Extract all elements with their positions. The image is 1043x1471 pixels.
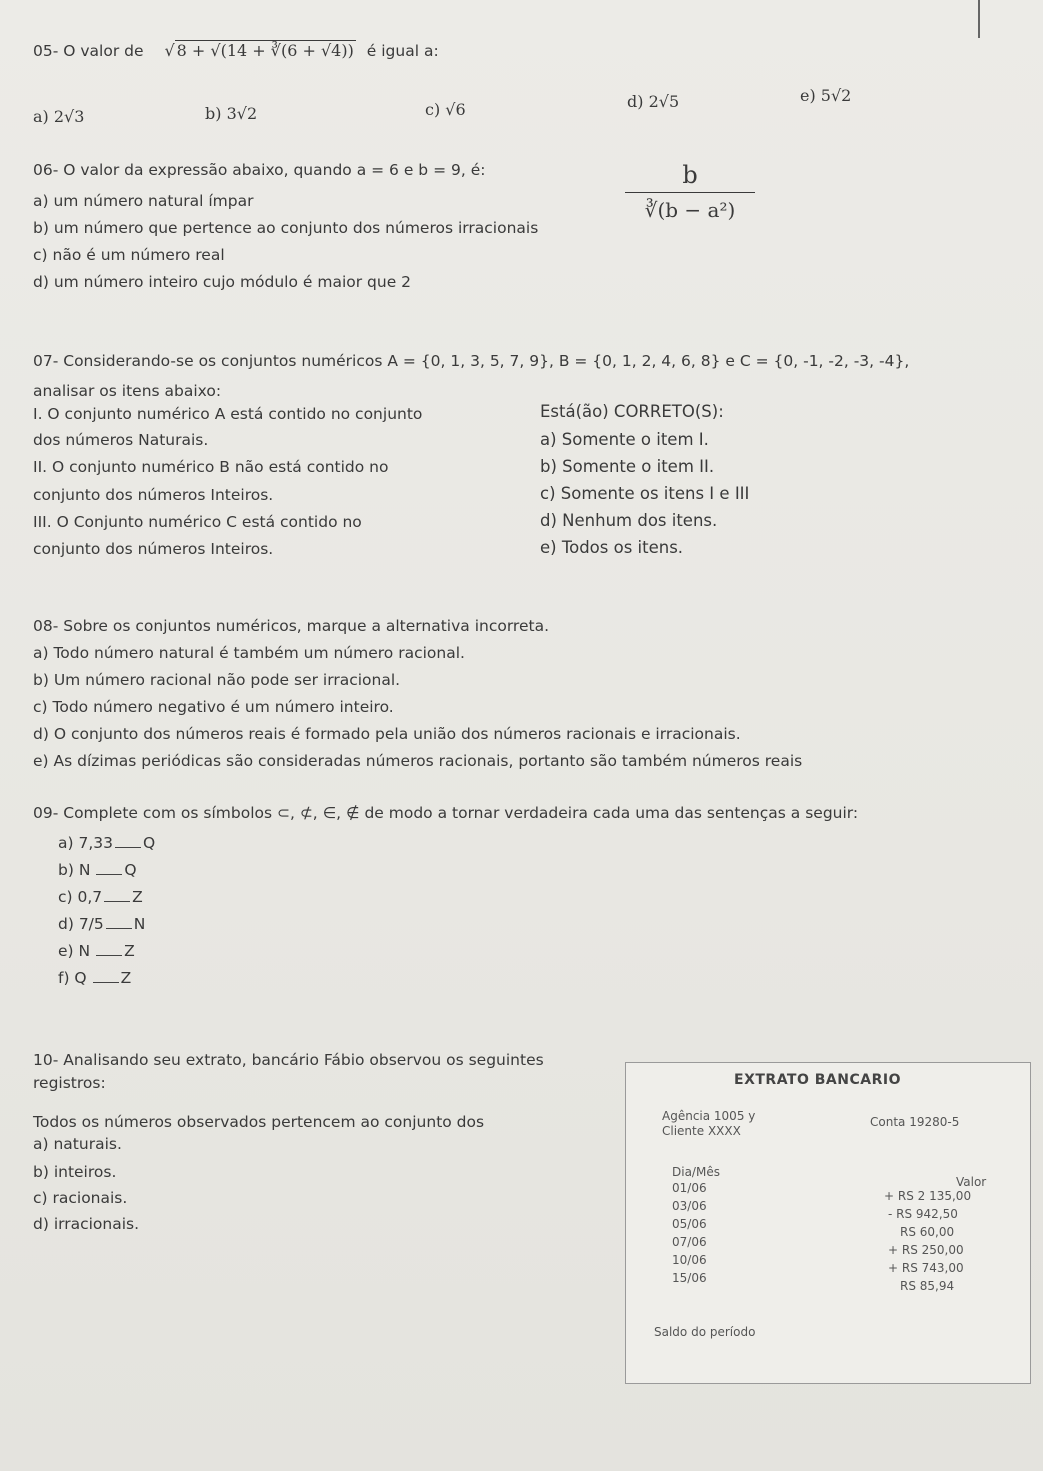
q07-option-d: d) Nenhum dos itens. (540, 511, 718, 530)
q07-option-a: a) Somente o item I. (540, 430, 709, 449)
statement-row-value: + RS 250,00 (888, 1243, 964, 1257)
q06-option-c: c) não é um número real (33, 246, 225, 264)
statement-row-date: 10/06 (672, 1253, 707, 1267)
q06-fraction (625, 160, 755, 223)
answer-blank[interactable] (115, 847, 141, 848)
q07-stem2: analisar os itens abaixo: (33, 382, 222, 400)
statement-row-date: 03/06 (672, 1199, 707, 1213)
q10-option-d: d) irracionais. (33, 1215, 140, 1233)
q05-option-b: b) 3√2 (205, 104, 258, 123)
q06-option-b: b) um número que pertence ao conjunto dos números irracionais (33, 219, 539, 237)
q07-stem: 07- Considerando-se os conjuntos numéricos A = {0, 1, 3, 5, 7, 9}, B = {0, 1, 2, 4, 6, 8} e C = {0, -1, -2, -3, -4}, (33, 352, 910, 370)
q08-stem: 08- Sobre os conjuntos numéricos, marque a alternativa incorreta. (33, 617, 550, 635)
q07-option-c: c) Somente os itens I e III (540, 484, 750, 503)
statement-col-value: Valor (956, 1175, 987, 1189)
q10-option-a: a) naturais. (33, 1135, 122, 1153)
corner-mark (978, 0, 984, 38)
q08-option-e: e) As dízimas periódicas são consideradas números racionais, portanto são também números reais (33, 752, 803, 770)
q05-suffix: é igual a: (366, 42, 439, 60)
bank-statement-box (625, 1062, 1031, 1384)
statement-row-date: 15/06 (672, 1271, 707, 1285)
statement-account: Conta 19280-5 (870, 1115, 960, 1129)
statement-row-value: - RS 942,50 (888, 1207, 958, 1221)
statement-col-date: Dia/Mês (672, 1165, 720, 1179)
q06-option-d: d) um número inteiro cujo módulo é maior que 2 (33, 273, 412, 291)
q06-stem: 06- O valor da expressão abaixo, quando a = 6 e b = 9, é: (33, 161, 486, 179)
q08-option-d: d) O conjunto dos números reais é formado pela união dos números racionais e irracionais. (33, 725, 741, 743)
q09-item-e: e) N Z (58, 942, 135, 960)
q08-option-b: b) Um número racional não pode ser irracional. (33, 671, 401, 689)
q09-item-b: b) N Q (58, 861, 137, 879)
q09-stem: 09- Complete com os símbolos ⊂, ⊄, ∈, ∉ de modo a tornar verdadeira cada uma das sentenças a seguir: (33, 804, 859, 822)
statement-row-value: RS 60,00 (900, 1225, 955, 1239)
statement-row-date: 01/06 (672, 1181, 707, 1195)
q10-stem3: Todos os números observados pertencem ao conjunto dos (33, 1113, 485, 1131)
statement-row-value: + RS 743,00 (888, 1261, 964, 1275)
q05-option-d: d) 2√5 (627, 92, 680, 111)
statement-client: Cliente XXXX (662, 1124, 741, 1138)
q08-option-a: a) Todo número natural é também um número racional. (33, 644, 465, 662)
q05-option-a: a) 2√3 (33, 107, 85, 126)
q09-item-c: c) 0,7 Z (58, 888, 143, 906)
q06-fraction-denominator: ∛(b − a²) (644, 198, 736, 222)
q07-item-1a: I. O conjunto numérico A está contido no conjunto (33, 405, 423, 423)
q07-option-e: e) Todos os itens. (540, 538, 684, 557)
q08-option-c: c) Todo número negativo é um número inteiro. (33, 698, 394, 716)
q10-stem1: 10- Analisando seu extrato, bancário Fábio observou os seguintes (33, 1051, 544, 1069)
statement-row-value: + RS 2 135,00 (884, 1189, 972, 1203)
q07-item-2b: conjunto dos números Inteiros. (33, 486, 274, 504)
q06-fraction-numerator: b (682, 161, 698, 189)
q10-option-c: c) racionais. (33, 1189, 128, 1207)
q07-answer-header: Está(ão) CORRETO(S): (540, 402, 724, 421)
fraction-bar (625, 192, 755, 193)
statement-agency: Agência 1005 y (662, 1109, 756, 1123)
q05-expression: √ 8 + √(14 + ∛(6 + √4)) (164, 41, 354, 60)
q07-item-1b: dos números Naturais. (33, 431, 209, 449)
q05-label: 05- O valor de (33, 42, 144, 60)
q07-item-2a: II. O conjunto numérico B não está contido no (33, 458, 389, 476)
q09-item-f: f) Q Z (58, 969, 132, 987)
q05-stem (33, 40, 439, 61)
answer-blank[interactable] (96, 874, 122, 875)
q06-option-a: a) um número natural ímpar (33, 192, 254, 210)
statement-balance-label: Saldo do período (654, 1325, 756, 1339)
q09-item-a: a) 7,33 Q (58, 834, 156, 852)
q07-option-b: b) Somente o item II. (540, 457, 715, 476)
q05-option-e: e) 5√2 (800, 86, 852, 105)
q09-item-d: d) 7/5 N (58, 915, 146, 933)
answer-blank[interactable] (104, 901, 130, 902)
answer-blank[interactable] (106, 928, 132, 929)
statement-row-date: 07/06 (672, 1235, 707, 1249)
statement-row-date: 05/06 (672, 1217, 707, 1231)
answer-blank[interactable] (96, 955, 122, 956)
statement-title: EXTRATO BANCARIO (734, 1072, 901, 1088)
q05-option-c: c) √6 (425, 100, 466, 119)
q10-option-b: b) inteiros. (33, 1163, 117, 1181)
statement-row-value: RS 85,94 (900, 1279, 955, 1293)
q07-item-3a: III. O Conjunto numérico C está contido no (33, 513, 362, 531)
answer-blank[interactable] (93, 982, 119, 983)
q07-item-3b: conjunto dos números Inteiros. (33, 540, 274, 558)
q10-stem2: registros: (33, 1074, 106, 1092)
